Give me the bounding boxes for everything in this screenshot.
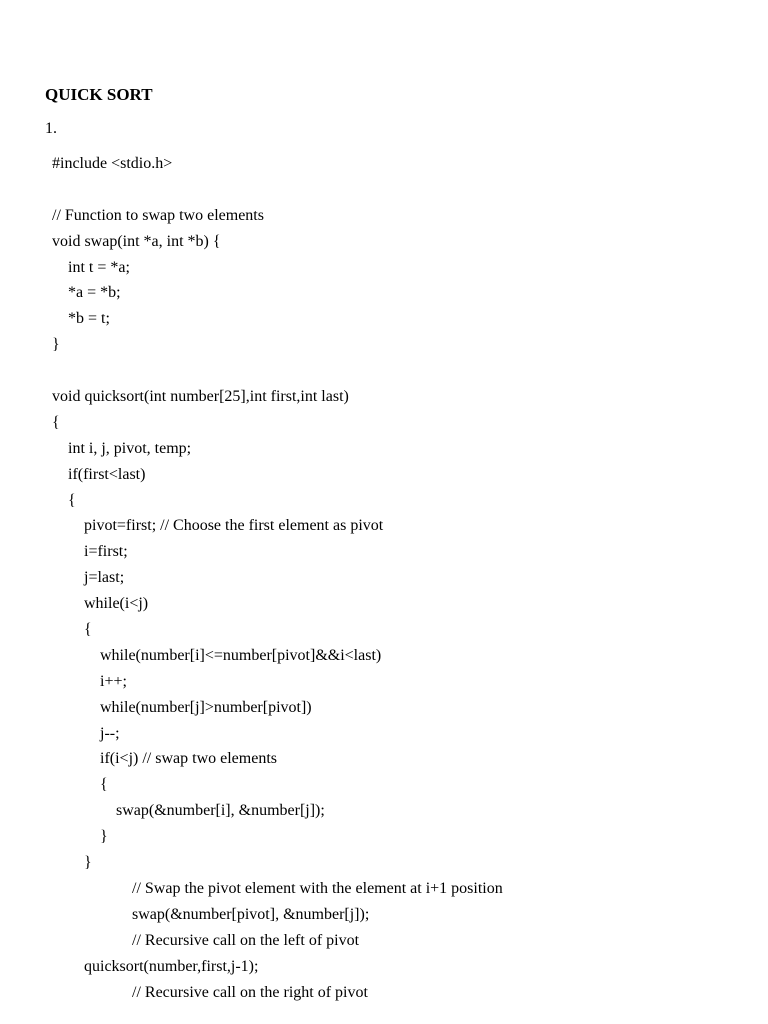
code-line: #include <stdio.h> — [52, 155, 173, 172]
code-line: while(i<j) — [52, 595, 149, 613]
code-line: while(number[j]>number[pivot]) — [52, 698, 312, 716]
code-line: i=first; — [52, 543, 128, 561]
code-line: j--; — [52, 724, 120, 742]
code-line: swap(&number[i], &number[j]); — [52, 802, 325, 820]
code-line: // Swap the pivot element with the element at i+1 position — [52, 879, 503, 897]
list-item-number: 1. — [45, 120, 57, 137]
code-line — [52, 177, 752, 203]
code-line: { — [52, 491, 76, 509]
section-heading: QUICK SORT — [45, 85, 153, 104]
code-line: void swap(int *a, int *b) { — [52, 232, 221, 250]
code-line: swap(&number[pivot], &number[j]); — [52, 905, 370, 923]
code-line: j=last; — [52, 569, 125, 587]
code-line: *b = t; — [52, 310, 110, 328]
code-line: // Function to swap two elements — [52, 206, 264, 224]
code-line: if(i<j) // swap two elements — [52, 750, 277, 768]
code-block — [52, 151, 752, 1005]
code-line: *a = *b; — [52, 284, 121, 302]
code-line: void quicksort(int number[25],int first,int last) — [52, 388, 349, 406]
code-line: { — [52, 776, 108, 794]
code-line: } — [52, 828, 108, 846]
code-line: while(number[i]<=number[pivot]&&i<last) — [52, 646, 382, 664]
code-line: } — [52, 336, 60, 354]
code-line: { — [52, 621, 92, 639]
code-line: // Recursive call on the left of pivot — [52, 931, 360, 949]
code-line: i++; — [52, 672, 127, 690]
code-line: int i, j, pivot, temp; — [52, 439, 192, 457]
code-line: int t = *a; — [52, 258, 130, 276]
code-line: if(first<last) — [52, 465, 146, 483]
code-line — [52, 358, 752, 384]
code-line: pivot=first; // Choose the first element as pivot — [52, 517, 384, 535]
code-line: { — [52, 413, 60, 431]
code-line: quicksort(number,first,j-1); — [52, 957, 259, 975]
code-line: } — [52, 854, 92, 872]
code-line: // Recursive call on the right of pivot — [52, 983, 368, 1001]
